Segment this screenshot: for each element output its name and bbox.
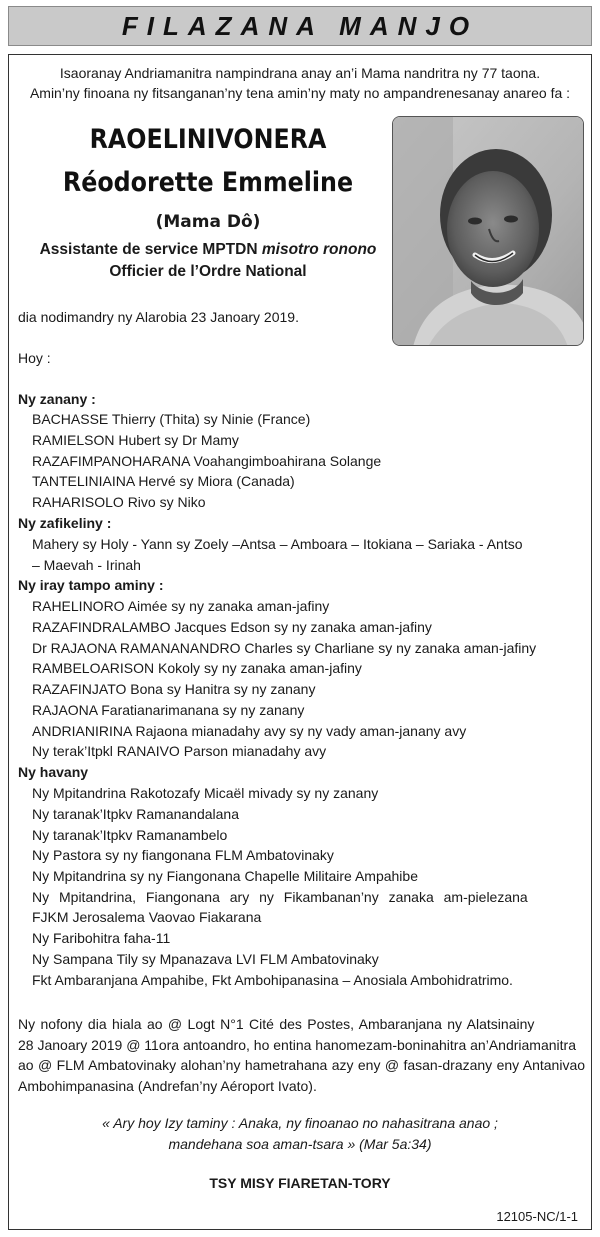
bible-quote-line-1: « Ary hoy Izy taminy : Anaka, ny finoanao no nahasitrana anao ; — [102, 1115, 498, 1131]
list-item: Ny Mpitandrina, Fiangonana ary ny Fikambanan’ny zanaka am-pielezana — [32, 889, 528, 905]
portrait-image — [393, 117, 584, 346]
list-item: RAZAFINJATO Bona sy Hanitra sy ny zanany — [32, 681, 316, 697]
position-prefix: Assistante de service MPTDN — [39, 241, 262, 258]
closing-statement: TSY MISY FIARETAN-TORY — [209, 1175, 391, 1191]
notice-title: FILAZANA MANJO — [121, 10, 479, 41]
funeral-line-4: Ambohimpanasina (Andrefan’ny Aéroport Ivato). — [18, 1078, 317, 1094]
list-item: ANDRIANIRINA Rajaona mianadahy avy sy ny vady aman-janany avy — [32, 723, 467, 739]
list-item: RAZAFINDRALAMBO Jacques Edson sy ny zanaka aman-jafiny — [32, 619, 432, 635]
deceased-position — [18, 239, 398, 260]
deceased-given-names: Réodorette Emmeline — [62, 167, 354, 198]
intro-line-2: Amin’ny finoana ny fitsanganan’ny tena amin’ny maty no ampandrenesanay anareo fa : — [29, 85, 571, 101]
list-item: RAHELINORO Aimée sy ny zanaka aman-jafiny — [32, 598, 330, 614]
funeral-line-1: Ny nofony dia hiala ao @ Logt N°1 Cité des Postes, Ambaranjana ny Alatsinainy — [18, 1016, 535, 1032]
list-item: RAMBELOARISON Kokoly sy ny zanaka aman-jafiny — [32, 660, 362, 676]
list-item: Ny Faribohitra faha-11 — [32, 930, 171, 946]
list-item: Ny terak’Itpkl RANAIVO Parson mianadahy avy — [32, 743, 327, 759]
list-item: Ny Pastora sy ny fiangonana FLM Ambatovinaky — [32, 847, 334, 863]
list-item: RAMIELSON Hubert sy Dr Mamy — [32, 432, 239, 448]
list-item: Ny Sampana Tily sy Mpanazava LVI FLM Ambatovinaky — [32, 951, 379, 967]
section-heading-iray-tampo: Ny iray tampo aminy : — [18, 577, 164, 593]
deceased-honor: Officier de l’Ordre National — [109, 263, 307, 280]
list-item: Ny Mpitandrina sy ny Fiangonana Chapelle Militaire Ampahibe — [32, 868, 418, 884]
deceased-surname: RAOELINIVONERA — [89, 124, 327, 155]
hoy-label: Hoy : — [18, 350, 51, 366]
intro-line-1: Isaoranay Andriamanitra nampindrana anay an’i Mama nandritra ny 77 taona. — [59, 65, 541, 81]
deceased-nickname: (Mama Dô) — [155, 212, 261, 232]
section-heading-zanany: Ny zanany : — [18, 391, 96, 407]
portrait-photo — [392, 116, 584, 346]
list-item: Mahery sy Holy - Yann sy Zoely –Antsa – Amboara – Itokiana – Sariaka - Antso — [32, 536, 523, 552]
position-suffix: misotro ronono — [261, 241, 377, 258]
death-date-line: dia nodimandry ny Alarobia 23 Janoary 2019. — [18, 309, 299, 325]
section-heading-zafikeliny: Ny zafikeliny : — [18, 515, 112, 531]
section-heading-havany: Ny havany — [18, 764, 89, 780]
funeral-line-2: 28 Janoary 2019 @ 11ora antoandro, ho entina hanomezam-boninahitra an’Andriamanitra — [18, 1037, 576, 1053]
notice-header — [8, 6, 592, 46]
list-item: BACHASSE Thierry (Thita) sy Ninie (France) — [32, 411, 311, 427]
list-item: FJKM Jerosalema Vaovao Fiakarana — [32, 909, 262, 925]
list-item: Ny Mpitandrina Rakotozafy Micaël mivady sy ny zanany — [32, 785, 379, 801]
list-item: – Maevah - Irinah — [32, 557, 141, 573]
bible-quote-line-2: mandehana soa aman-tsara » (Mar 5a:34) — [168, 1136, 432, 1152]
list-item: Ny taranak’Itpkv Ramanandalana — [32, 806, 240, 822]
funeral-line-3: ao @ FLM Ambatovinaky alohan’ny hametrahana azy eny @ fasan-drazany eny Antanivao — [18, 1057, 586, 1073]
list-item: RAHARISOLO Rivo sy Niko — [32, 494, 206, 510]
list-item: RAZAFIMPANOHARANA Voahangimboahirana Solange — [32, 453, 382, 469]
list-item: TANTELINIAINA Hervé sy Miora (Canada) — [32, 473, 295, 489]
reference-code: 12105-NC/1-1 — [496, 1209, 578, 1224]
list-item: Fkt Ambaranjana Ampahibe, Fkt Ambohipanasina – Anosiala Ambohidratrimo. — [32, 972, 513, 988]
list-item: RAJAONA Faratianarimanana sy ny zanany — [32, 702, 305, 718]
list-item: Dr RAJAONA RAMANANANDRO Charles sy Charliane sy ny zanaka aman-jafiny — [32, 640, 537, 656]
list-item: Ny taranak’Itpkv Ramanambelo — [32, 827, 228, 843]
